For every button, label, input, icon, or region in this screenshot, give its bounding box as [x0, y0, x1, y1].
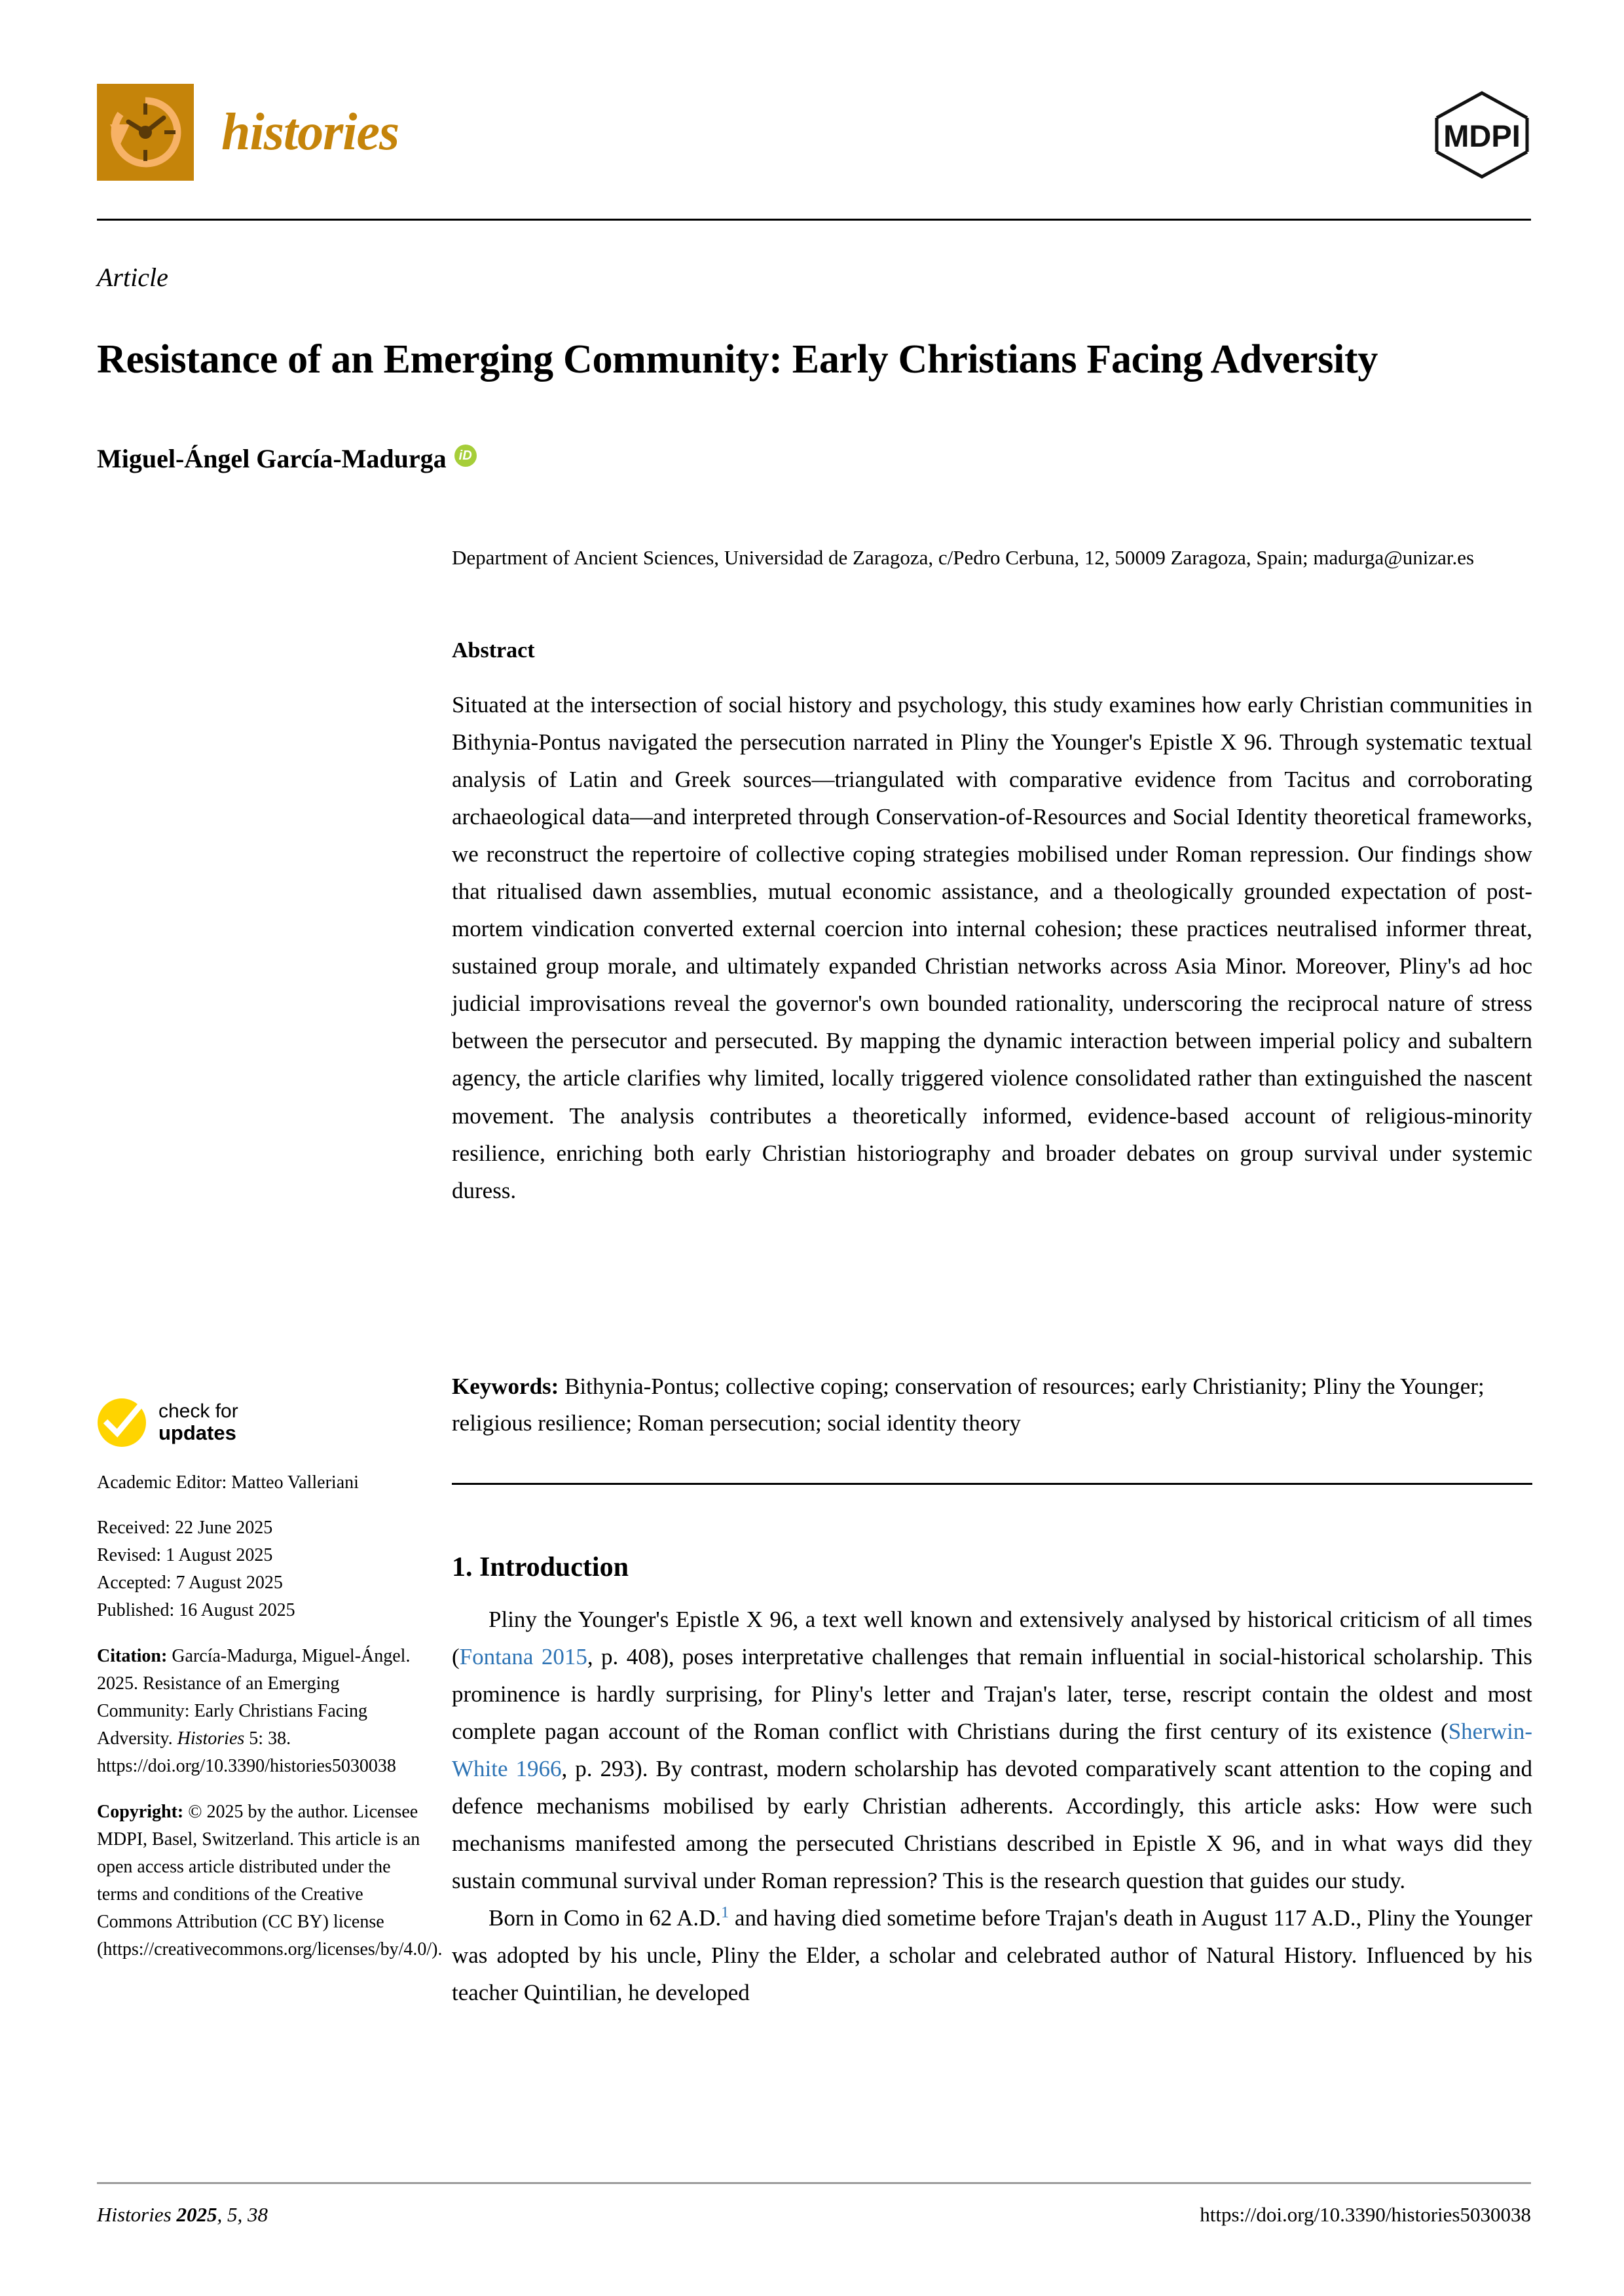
date-published: Published: 16 August 2025	[97, 1599, 295, 1620]
author-list	[97, 443, 477, 475]
academic-editor: Academic Editor: Matteo Valleriani	[97, 1472, 359, 1493]
mdpi-logo[interactable]	[1433, 89, 1531, 181]
section-divider	[452, 1483, 1532, 1485]
copyright-label: Copyright:	[97, 1801, 184, 1822]
copyright-block	[97, 1798, 443, 1963]
date-revised: Revised: 1 August 2025	[97, 1544, 273, 1565]
intro-p2-part2: and having died sometime before Trajan's death in August 117 A.D., Pliny the Younger was adopted by his uncle, Pliny the Elder, a scholar and celebrated author of Natural History. Influenced by his teacher Quintilian, he developed	[452, 1905, 1532, 2006]
citation-authors: García-Madurga, Miguel-Ángel. 2025. Resistance of an Emerging Community: Early Christians Facing Adversity.	[97, 1645, 411, 1749]
keywords-label: Keywords:	[452, 1374, 559, 1399]
cfu-line-2: updates	[158, 1421, 236, 1445]
intro-p2-part1: Born in Como in 62 A.D.	[489, 1905, 722, 1931]
footer-journal: Histories	[97, 2203, 172, 2226]
citation-block	[97, 1643, 424, 1780]
abstract-text: Situated at the intersection of social history and psychology, this study examines how early Christian communities in Bithynia-Pontus navigated the persecution narrated in Pliny the Younger's Epistle X 96. Through systematic textual analysis of Latin and Greek sources—triangulated with comparative evidence from Tacitus and corroborating archaeological data—and interpreted through Conservation-of-Resources and Social Identity theoretical frameworks, we reconstruct the repertoire of collective coping strategies mobilised under Roman repression. Our findings show that ritualised dawn assemblies, mutual economic assistance, and a theologically grounded expectation of post-mortem vindication converted external coercion into internal cohesion; these practices neutralised informer threat, sustained group morale, and ultimately expanded Christian networks across Asia Minor. Moreover, Pliny's ad hoc judicial improvisations reveal the governor's own bounded rationality, underscoring the reciprocal nature of stress between the persecutor and persecuted. By mapping the dynamic interaction between imperial policy and subaltern agency, the article clarifies why limited, locally triggered violence consolidated rather than extinguished the nascent movement. The analysis contributes a theoretically informed, evidence-based account of religious-minority resilience, enriching both early Christian historiography and broader debates on group survival under systemic duress.	[452, 692, 1532, 1203]
page-header	[97, 84, 1531, 189]
abstract-heading: Abstract	[452, 638, 535, 663]
footer-rest: , 5, 38	[217, 2203, 268, 2226]
keywords-text: Bithynia-Pontus; collective coping; conservation of resources; early Christianity; Pliny the Younger; religious resilience; Roman persecution; social identity theory	[452, 1374, 1485, 1436]
citation-link-sherwin-white[interactable]: Sherwin-White 1966	[452, 1719, 1532, 1782]
citation-link-fontana[interactable]: Fontana 2015	[459, 1644, 587, 1670]
footnote-ref-1[interactable]: 1	[721, 1904, 729, 1922]
checkmark-circle-icon	[97, 1398, 147, 1448]
article-type-label: Article	[97, 263, 168, 292]
header-divider	[97, 219, 1531, 221]
intro-p1-part3: , p. 293). By contrast, modern scholarship has devoted comparatively scant attention to the coping and defence mechanisms mobilised by early Christian adherents. Accordingly, this article asks: How were such mechanisms manifested among the persecuted Christians described in Epistle X 96, and in what ways did they sustain communal survival under Roman repression? This is the research question that guides our study.	[452, 1756, 1532, 1894]
footer-year: 2025	[176, 2203, 217, 2226]
citation-journal: Histories	[177, 1728, 245, 1749]
citation-doi[interactable]: https://doi.org/10.3390/histories5030038	[97, 1755, 396, 1776]
intro-p1-part1: Pliny the Younger's Epistle X 96, a text well known and extensively analysed by historical criticism of all times (	[452, 1607, 1532, 1670]
cfu-line-1: check for	[158, 1400, 238, 1422]
footer-doi[interactable]: https://doi.org/10.3390/histories5030038	[1200, 2203, 1531, 2226]
footer-citation	[97, 2203, 268, 2227]
svg-text:MDPI: MDPI	[1443, 118, 1521, 153]
date-accepted: Accepted: 7 August 2025	[97, 1572, 283, 1593]
clock-refresh-icon	[97, 84, 194, 181]
author-name: Miguel-Ángel García-Madurga	[97, 444, 447, 473]
citation-label: Citation:	[97, 1645, 168, 1666]
date-received: Received: 22 June 2025	[97, 1517, 273, 1538]
check-for-updates-text	[158, 1400, 238, 1445]
intro-p1-part2: , p. 408), poses interpretative challenges that remain influential in social-historical scholarship. This prominence is hardly surprising, for Pliny's letter and Trajan's later, terse, rescript contain the oldest and most complete pagan account of the Roman conflict with Christians during the first century of its existence (	[452, 1644, 1532, 1745]
footer-divider	[97, 2182, 1531, 2184]
introduction-body	[452, 1601, 1532, 2012]
paragraph-1	[452, 1601, 1532, 1899]
journal-name: histories	[221, 103, 399, 161]
copyright-text: © 2025 by the author. Licensee MDPI, Basel, Switzerland. This article is an open access article distributed under the terms and conditions of the Creative Commons Attribution (CC BY) license (https://creativecommons.org/licenses/by/4.0/).	[97, 1801, 443, 1959]
publication-dates	[97, 1514, 424, 1624]
page-title: Resistance of an Emerging Community: Early Christians Facing Adversity	[97, 337, 1378, 382]
keywords	[452, 1368, 1532, 1442]
paragraph-2	[452, 1899, 1532, 2011]
section-heading-introduction: 1. Introduction	[452, 1552, 629, 1582]
orcid-icon[interactable]: iD	[454, 445, 477, 467]
citation-volume-page: 5: 38.	[249, 1728, 291, 1749]
affiliation: Department of Ancient Sciences, Universidad de Zaragoza, c/Pedro Cerbuna, 12, 50009 Zaragoza, Spain; madurga@unizar.es	[452, 546, 1475, 569]
check-for-updates-badge[interactable]	[97, 1398, 424, 1448]
left-sidebar	[97, 1398, 443, 1963]
journal-logo[interactable]	[97, 84, 399, 181]
